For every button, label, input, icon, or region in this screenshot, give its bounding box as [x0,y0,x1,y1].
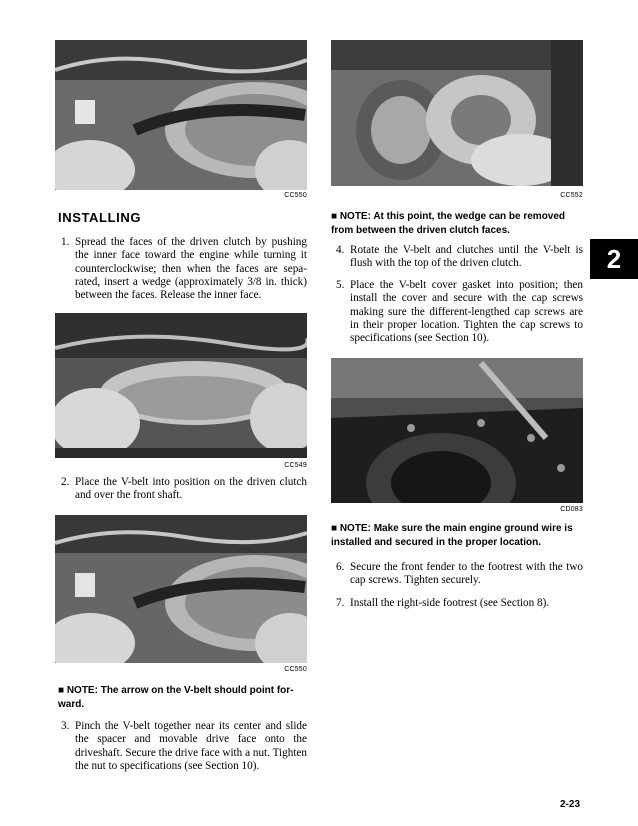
step-number: 7. [336,597,345,609]
photo-vbelt-arrow [55,515,307,663]
step-number: 1. [61,236,70,248]
step-text: Place the V-belt into position on the driven clutch and over the front shaft. [75,476,307,502]
step-5 [336,279,583,345]
step-text: Install the right-side footrest (see Section 8). [350,597,550,609]
step-4 [336,244,583,271]
step-2 [61,476,307,503]
figure-label: CD083 [560,506,583,513]
step-text: Rotate the V-belt and clutches until the V-belt is flush with the top of the driven clutch. [350,244,583,270]
step-3 [61,720,307,773]
step-1 [61,236,307,302]
step-text: Place the V-belt cover gasket into position; then install the cover and secure with the cap screws making sure the different-lengthed cap screws are in their proper location. Tighten the cap screws to specifications (see Section 10). [350,279,583,345]
page-number: 2-23 [560,799,581,810]
step-text: Spread the faces of the driven clutch by pushing the inner face toward the engine while turning it counterclockwise; then when the faces are sepa-rated, insert a wedge (approximately 3/8 in. thick) between the faces. Release the inner face. [75,236,307,302]
section-heading: INSTALLING [58,210,142,225]
step-number: 5. [336,279,345,291]
step-number: 3. [61,720,70,732]
section-tab: 2 [590,239,638,279]
photo-drive-clutch [331,40,583,186]
step-number: 4. [336,244,345,256]
note-wedge: ■ NOTE: At this point, the wedge can be removed from between the driven clutch faces. [331,211,566,236]
photo-driven-clutch-belt [55,40,307,190]
step-text: Pinch the V-belt together near its center and slide the spacer and movable drive face onto the driveshaft. Secure the drive face with a nut. Tighten the nut to specifications (see Section 10). [75,720,307,772]
step-number: 6. [336,561,345,573]
figure-label: CC552 [560,192,583,199]
step-7 [336,597,583,610]
note-arrow: ■ NOTE: The arrow on the V-belt should point for-ward. [58,685,294,710]
figure-label: CC550 [284,192,307,199]
photo-clutch-hands [55,313,307,458]
figure-label: CC550 [284,666,307,673]
note-ground-wire: ■ NOTE: Make sure the main engine ground wire is installed and secured in the proper location. [331,523,573,548]
step-number: 2. [61,476,70,488]
photo-vbelt-cover [331,358,583,503]
step-6 [336,561,583,588]
step-text: Secure the front fender to the footrest with the two cap screws. Tighten securely. [350,561,583,587]
figure-label: CC549 [284,462,307,469]
